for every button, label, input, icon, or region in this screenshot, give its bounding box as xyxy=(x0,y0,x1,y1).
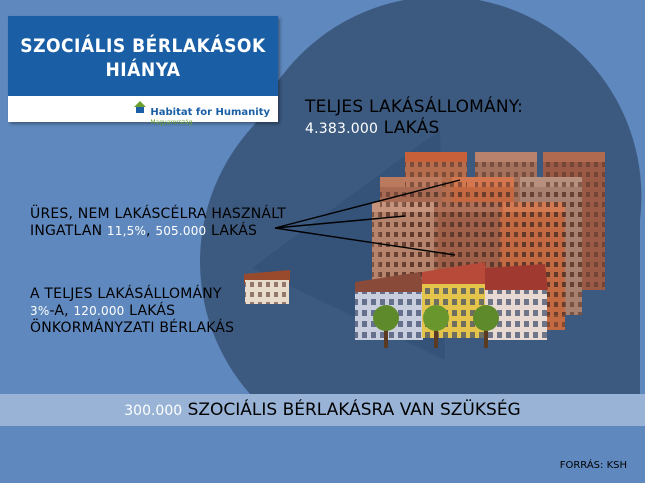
municipal-unit: LAKÁS xyxy=(129,303,176,319)
total-housing-unit: LAKÁS xyxy=(383,118,440,138)
municipal-label xyxy=(30,286,234,337)
municipal-percent: 3% xyxy=(30,304,50,318)
vacant-label: ÜRES, NEM LAKÁSCÉLRA HASZNÁLT INGATLAN 11,5%, 505.000 LAKÁS xyxy=(30,206,287,239)
habitat-logo xyxy=(133,100,270,126)
need-text xyxy=(0,400,645,421)
page-title: SZOCIÁLIS BÉRLAKÁSOK HIÁNYA xyxy=(20,35,266,81)
municipal-line1: A TELJES LAKÁSÁLLOMÁNY xyxy=(30,286,222,302)
source-note: FORRÁS: KSH xyxy=(559,460,627,471)
vacant-value: 505.000 xyxy=(155,224,207,238)
logo-text: Habitat for Humanity xyxy=(150,107,270,118)
house-logo-icon xyxy=(133,100,147,114)
vacant-unit: LAKÁS xyxy=(211,223,258,239)
total-housing-value: 4.383.000 xyxy=(305,121,379,137)
total-housing-label xyxy=(305,97,523,140)
title-card xyxy=(8,16,278,126)
vacant-percent: 11,5% xyxy=(106,224,147,238)
total-housing-title: TELJES LAKÁSÁLLOMÁNY: xyxy=(305,97,524,117)
municipal-value: 120.000 xyxy=(73,304,125,318)
logo-subtext: Magyarország xyxy=(150,119,193,126)
municipal-line3: ÖNKORMÁNYZATI BÉRLAKÁS xyxy=(30,320,235,336)
municipal-percent-suffix: -A, xyxy=(49,303,69,319)
need-value: 300.000 xyxy=(124,403,183,419)
need-label: SZOCIÁLIS BÉRLAKÁSRA VAN SZÜKSÉG xyxy=(187,400,521,420)
municipal-building xyxy=(244,270,290,304)
vacant-prefix: INGATLAN xyxy=(30,223,103,239)
vacant-line1: ÜRES, NEM LAKÁSCÉLRA HASZNÁLT xyxy=(30,206,287,222)
